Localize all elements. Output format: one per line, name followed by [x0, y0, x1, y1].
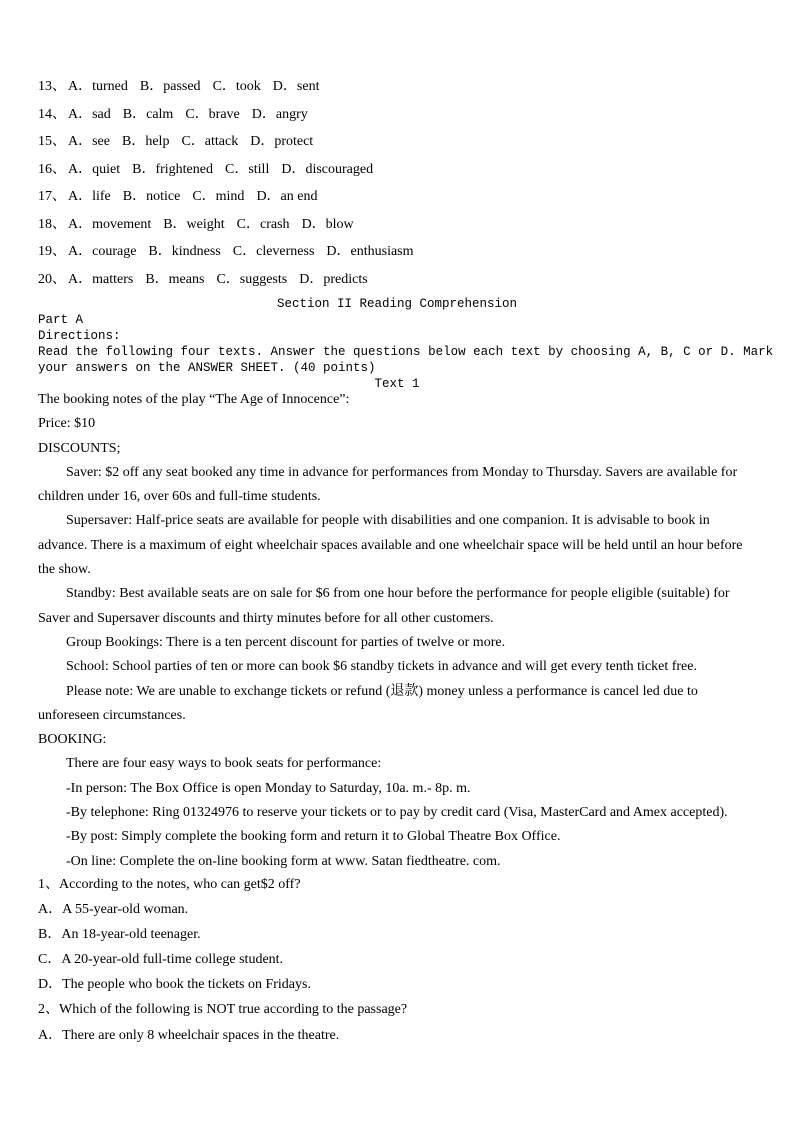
answer-choice: D．predicts — [299, 271, 368, 287]
passage-line: Price: $10 — [38, 416, 96, 432]
passage-line: School: School parties of ten or more can book $6 standby tickets in advance and will get every tenth ticket free. — [66, 659, 697, 675]
passage-line: -By telephone: Ring 01324976 to reserve your tickets or to pay by credit card (Visa, MasterCard and Amex accepted). — [66, 805, 728, 821]
passage-line: The booking notes of the play “The Age of Innocence”: — [38, 392, 350, 407]
section-title: Section II Reading Comprehension — [276, 297, 518, 311]
question-options-row — [38, 105, 426, 133]
answer-choice: C．mind — [192, 189, 245, 204]
answer-choice: B．passed — [139, 79, 201, 94]
passage-line: the show. — [38, 562, 91, 578]
passage-line: DISCOUNTS; — [38, 440, 121, 456]
passage-line: advance. There is a maximum of eight wheelchair spaces available and one wheelchair space will be held until an hour before — [38, 537, 743, 553]
question-number: 16、 — [38, 161, 66, 177]
question-options-row — [38, 187, 426, 215]
answer-choice: A．see — [68, 134, 110, 149]
passage-line: Please note: We are unable to exchange tickets or refund (退款) money unless a performance is cancel led due to — [66, 683, 698, 699]
answer-choice: D．enthusiasm — [326, 244, 414, 259]
question-number: 20、 — [38, 271, 66, 287]
question-options-row — [38, 270, 426, 298]
question-options-row — [38, 77, 426, 105]
answer-choice: D．protect — [250, 134, 314, 149]
passage-line: Saver and Supersaver discounts and thirty minutes before for all other customers. — [38, 610, 494, 626]
answer-choice: A．sad — [68, 106, 111, 122]
passage-line: Group Bookings: There is a ten percent discount for parties of twelve or more. — [66, 634, 506, 650]
question-choice: A．There are only 8 wheelchair spaces in the theatre. — [38, 1027, 340, 1043]
passage-line: -By post: Simply complete the booking form and return it to Global Theatre Box Office. — [66, 829, 561, 845]
question-options-row — [38, 160, 426, 188]
question-number: 15、 — [38, 134, 66, 149]
question-number: 19、 — [38, 244, 66, 259]
answer-choice: D．sent — [272, 79, 320, 94]
answer-choice: C．brave — [185, 106, 240, 122]
question-choice: D．The people who book the tickets on Fridays. — [38, 977, 311, 993]
part-label: Part A — [38, 313, 84, 327]
answer-choice: C．attack — [181, 134, 239, 149]
answer-choice: A．matters — [68, 271, 134, 287]
answer-choice: A．courage — [68, 244, 137, 259]
answer-choice: A．quiet — [68, 161, 121, 177]
answer-options-list — [38, 77, 426, 297]
answer-choice: B．help — [122, 134, 170, 149]
answer-choice: D．blow — [301, 216, 354, 232]
passage-line: Supersaver: Half-price seats are available for people with disabilities and one companion. It is advisable to book in — [66, 513, 710, 529]
answer-choice: B．weight — [163, 216, 225, 232]
passage-line: Saver: $2 off any seat booked any time in advance for performances from Monday to Thursday. Savers are available for — [66, 464, 738, 480]
questions — [38, 875, 756, 1051]
question-options-row — [38, 215, 426, 243]
passage-line: BOOKING: — [38, 732, 107, 748]
directions-text: Read the following four texts. Answer the questions below each text by choosing A, B, C or D. Mark — [38, 345, 774, 359]
question-choice: A．A 55-year-old woman. — [38, 902, 189, 918]
answer-choice: B．calm — [122, 106, 174, 122]
answer-choice: C．cleverness — [232, 244, 315, 259]
answer-choice: A．turned — [68, 79, 128, 94]
question-number: 13、 — [38, 79, 66, 94]
answer-choice: C．suggests — [216, 271, 288, 287]
question-number: 14、 — [38, 106, 66, 122]
question-number: 18、 — [38, 216, 66, 232]
answer-choice: B．frightened — [132, 161, 213, 177]
answer-choice: A．life — [68, 189, 111, 204]
answer-choice: C．still — [224, 161, 270, 177]
question-options-row — [38, 132, 426, 160]
question-options-row — [38, 242, 426, 270]
answer-choice: A．movement — [68, 216, 152, 232]
answer-choice: D．discouraged — [281, 161, 374, 177]
passage-line: unforeseen circumstances. — [38, 707, 186, 723]
answer-choice: D．angry — [251, 106, 308, 122]
question-stem: 1、According to the notes, who can get$2 off? — [38, 877, 301, 892]
question-number: 17、 — [38, 189, 66, 204]
reading-section-header — [38, 296, 774, 392]
question-choice: B．An 18-year-old teenager. — [38, 927, 201, 943]
answer-choice: B．kindness — [148, 244, 221, 259]
question-stem: 2、Which of the following is NOT true according to the passage? — [38, 1002, 408, 1018]
directions-label: Directions: — [38, 329, 121, 343]
answer-choice: D．an end — [256, 189, 318, 204]
passage-line: -On line: Complete the on-line booking form at www. Satan fiedtheatre. com. — [66, 853, 501, 869]
answer-choice: B．means — [145, 271, 205, 287]
answer-choice: B．notice — [122, 189, 181, 204]
passage-text — [38, 390, 756, 876]
answer-choice: C．took — [212, 79, 261, 94]
directions-text: your answers on the ANSWER SHEET. (40 points) — [38, 361, 376, 375]
passage-line: There are four easy ways to book seats for performance: — [66, 756, 382, 772]
passage-line: children under 16, over 60s and full-time students. — [38, 489, 321, 505]
question-choice: C．A 20-year-old full-time college student. — [38, 952, 284, 968]
passage-line: -In person: The Box Office is open Monday to Saturday, 10a. m.- 8p. m. — [66, 780, 471, 796]
answer-choice: C．crash — [236, 216, 290, 232]
text-title: Text 1 — [374, 377, 420, 391]
passage-line: Standby: Best available seats are on sale for $6 from one hour before the performance for people eligible (suitable) for — [66, 586, 730, 602]
